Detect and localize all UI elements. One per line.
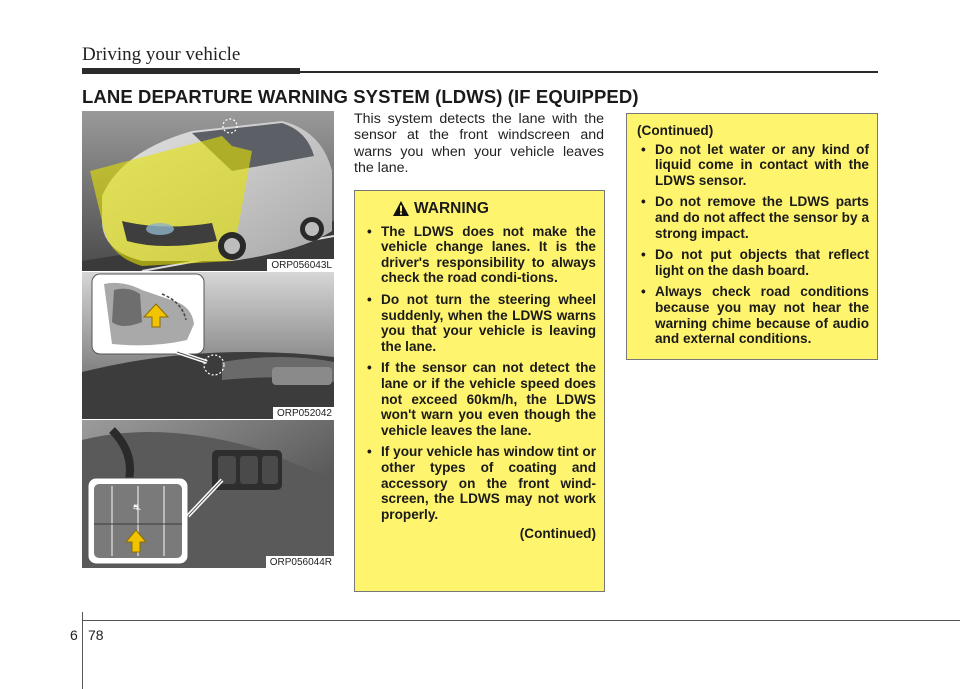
continued-item: • Do not put objects that reflect light on the dash board. <box>637 247 869 278</box>
continued-box <box>626 113 878 360</box>
footer-rule <box>82 620 960 621</box>
warning-box <box>354 190 605 592</box>
warning-item: • Do not turn the steering wheel suddenly, when the LDWS warns you that your vehicle is leaving the lane. <box>363 292 596 354</box>
footer-page-number: 78 <box>88 627 104 643</box>
continued-item: • Always check road conditions because you may not hear the warning chime because of audio and external conditions. <box>637 284 869 346</box>
warning-list <box>363 224 596 523</box>
figure-code: ORP056044R <box>266 556 334 568</box>
footer-divider <box>82 612 83 689</box>
warning-item: • If your vehicle has window tint or other types of coating and accessory on the front wind-screen, the LDWS may not work properly. <box>363 444 596 522</box>
continued-item: • Do not let water or any kind of liquid come in contact with the LDWS sensor. <box>637 142 869 189</box>
figure-windscreen-sensor <box>82 272 334 419</box>
section-title: LANE DEPARTURE WARNING SYSTEM (LDWS) (IF EQUIPPED) <box>82 86 639 107</box>
warning-heading: WARNING <box>414 200 489 217</box>
figure-code: ORP052042 <box>273 407 334 419</box>
footer-chapter-number: 6 <box>70 627 78 643</box>
warning-item: • If the sensor can not detect the lane or if the vehicle speed does not exceed 60km/h, the LDWS won't warn you even though the vehicle leaves the lane. <box>363 360 596 438</box>
svg-text:⛐: ⛐ <box>133 503 141 513</box>
continued-item: • Do not remove the LDWS parts and do not affect the sensor by a strong impact. <box>637 194 869 241</box>
figure-code: ORP056043L <box>267 259 334 271</box>
header-rule-thick <box>82 68 300 74</box>
figure-ldws-switch <box>82 420 334 568</box>
warning-continued-label: (Continued) <box>519 526 596 542</box>
header-rule-thin <box>300 71 878 73</box>
continued-heading: (Continued) <box>637 123 714 138</box>
continued-list <box>637 142 869 347</box>
header-title: Driving your vehicle <box>82 44 241 65</box>
intro-paragraph: This system detects the lane with the sensor at the front windscreen and warns you when your vehicle leaves the lane. <box>354 111 604 177</box>
figure-car-sensor <box>82 111 334 271</box>
warning-triangle-icon <box>393 201 409 216</box>
warning-item: • The LDWS does not make the vehicle change lanes. It is the driver's responsibility to always check the road condi-tions. <box>363 224 596 286</box>
